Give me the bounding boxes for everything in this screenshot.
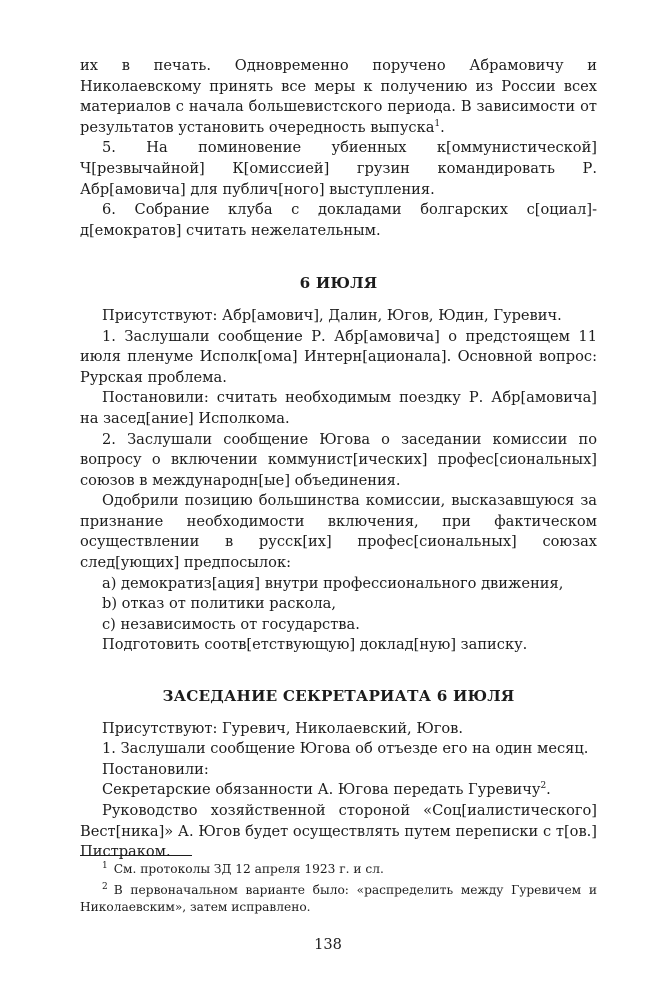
footnote-text: См. протоколы ЗД 12 апреля 1923 г. и сл.: [113, 862, 384, 876]
footnote-divider: [80, 855, 192, 856]
footnotes: [80, 861, 597, 920]
item-5: 5. На поминовение убиенных к[оммунистической] Ч[резвычайной] К[омиссией] грузин командировать Р. Абр[амовича] для публич[ного] выступления.: [80, 139, 597, 198]
section-heading-secretariat: ЗАСЕДАНИЕ СЕКРЕТАРИАТА 6 ИЮЛЯ: [162, 687, 515, 706]
condition-b: b) отказ от политики раскола,: [102, 595, 336, 613]
section-heading-july6: 6 ИЮЛЯ: [299, 274, 378, 293]
july6-prepare: Подготовить соотв[етствующую] доклад[ную] записку.: [102, 636, 528, 654]
footnote-text: В первоначальном варианте было: «распределить между Гуревичем и Николаевским», затем исправлено.: [80, 882, 597, 915]
secretariat-management: Руководство хозяйственной стороной «Соц[иалистического] Вест[ника]» А. Югов будет осуществлять путем переписки с т[ов.] Пистраком.: [80, 802, 597, 861]
attendance-secretariat: Присутствуют: Гуревич, Николаевский, Югов.: [102, 719, 464, 737]
condition-c: c) независимость от государства.: [102, 615, 360, 633]
july6-approval: Одобрили позицию большинства комиссии, высказавшуюся за признание необходимости включения, при фактическом осуществлении в русск[их] профес[сиональных] союзах след[ующих] предпосылок:: [80, 492, 597, 572]
footnote-mark: 1: [102, 860, 108, 871]
condition-a: а) демократиз[ация] внутри профессионального движения,: [102, 574, 564, 592]
july6-item-1: 1. Заслушали сообщение Р. Абр[амовича] о предстоящем 11 июля пленуме Исполк[ома] Интерн[ационала]. Основной вопрос: Рурская проблема.: [80, 327, 597, 386]
july6-item-2: 2. Заслушали сообщение Югова о заседании комиссии по вопросу о включении коммунист[ических] профес[сиональных] союзов в международн[ые] объединения.: [80, 430, 597, 489]
paragraph-continued: их в печать. Одновременно поручено Абрамовичу и Николаевскому принять все меры к получению из России всех материалов с начала большевистского периода. В зависимости от результатов установить очередность выпуска$^1$.: [80, 57, 597, 136]
secretariat-duties: Секретарские обязанности А. Югова передать Гуревичу$^2$.: [102, 781, 551, 799]
footnote-1: [80, 861, 597, 879]
secretariat-resolved-label: Постановили:: [102, 760, 209, 778]
attendance-july6: Присутствуют: Абр[амович], Далин, Югов, Юдин, Гуревич.: [102, 306, 562, 324]
item-6: 6. Собрание клуба с докладами болгарских с[оциал]-д[емократов] считать нежелательным.: [80, 201, 597, 239]
july6-resolution-1: Постановили: считать необходимым поездку Р. Абр[амовича] на засед[ание] Исполкома.: [80, 389, 597, 427]
secretariat-item-1: 1. Заслушали сообщение Югова об отъезде его на один месяц.: [102, 740, 589, 758]
footnote-2: [80, 882, 597, 917]
footnote-ref-1[interactable]: 1: [434, 118, 441, 129]
footnote-mark: 2: [102, 881, 108, 892]
footnote-ref-2[interactable]: 2: [540, 781, 547, 792]
page-number: 138: [314, 936, 342, 953]
page-body: [80, 56, 597, 863]
